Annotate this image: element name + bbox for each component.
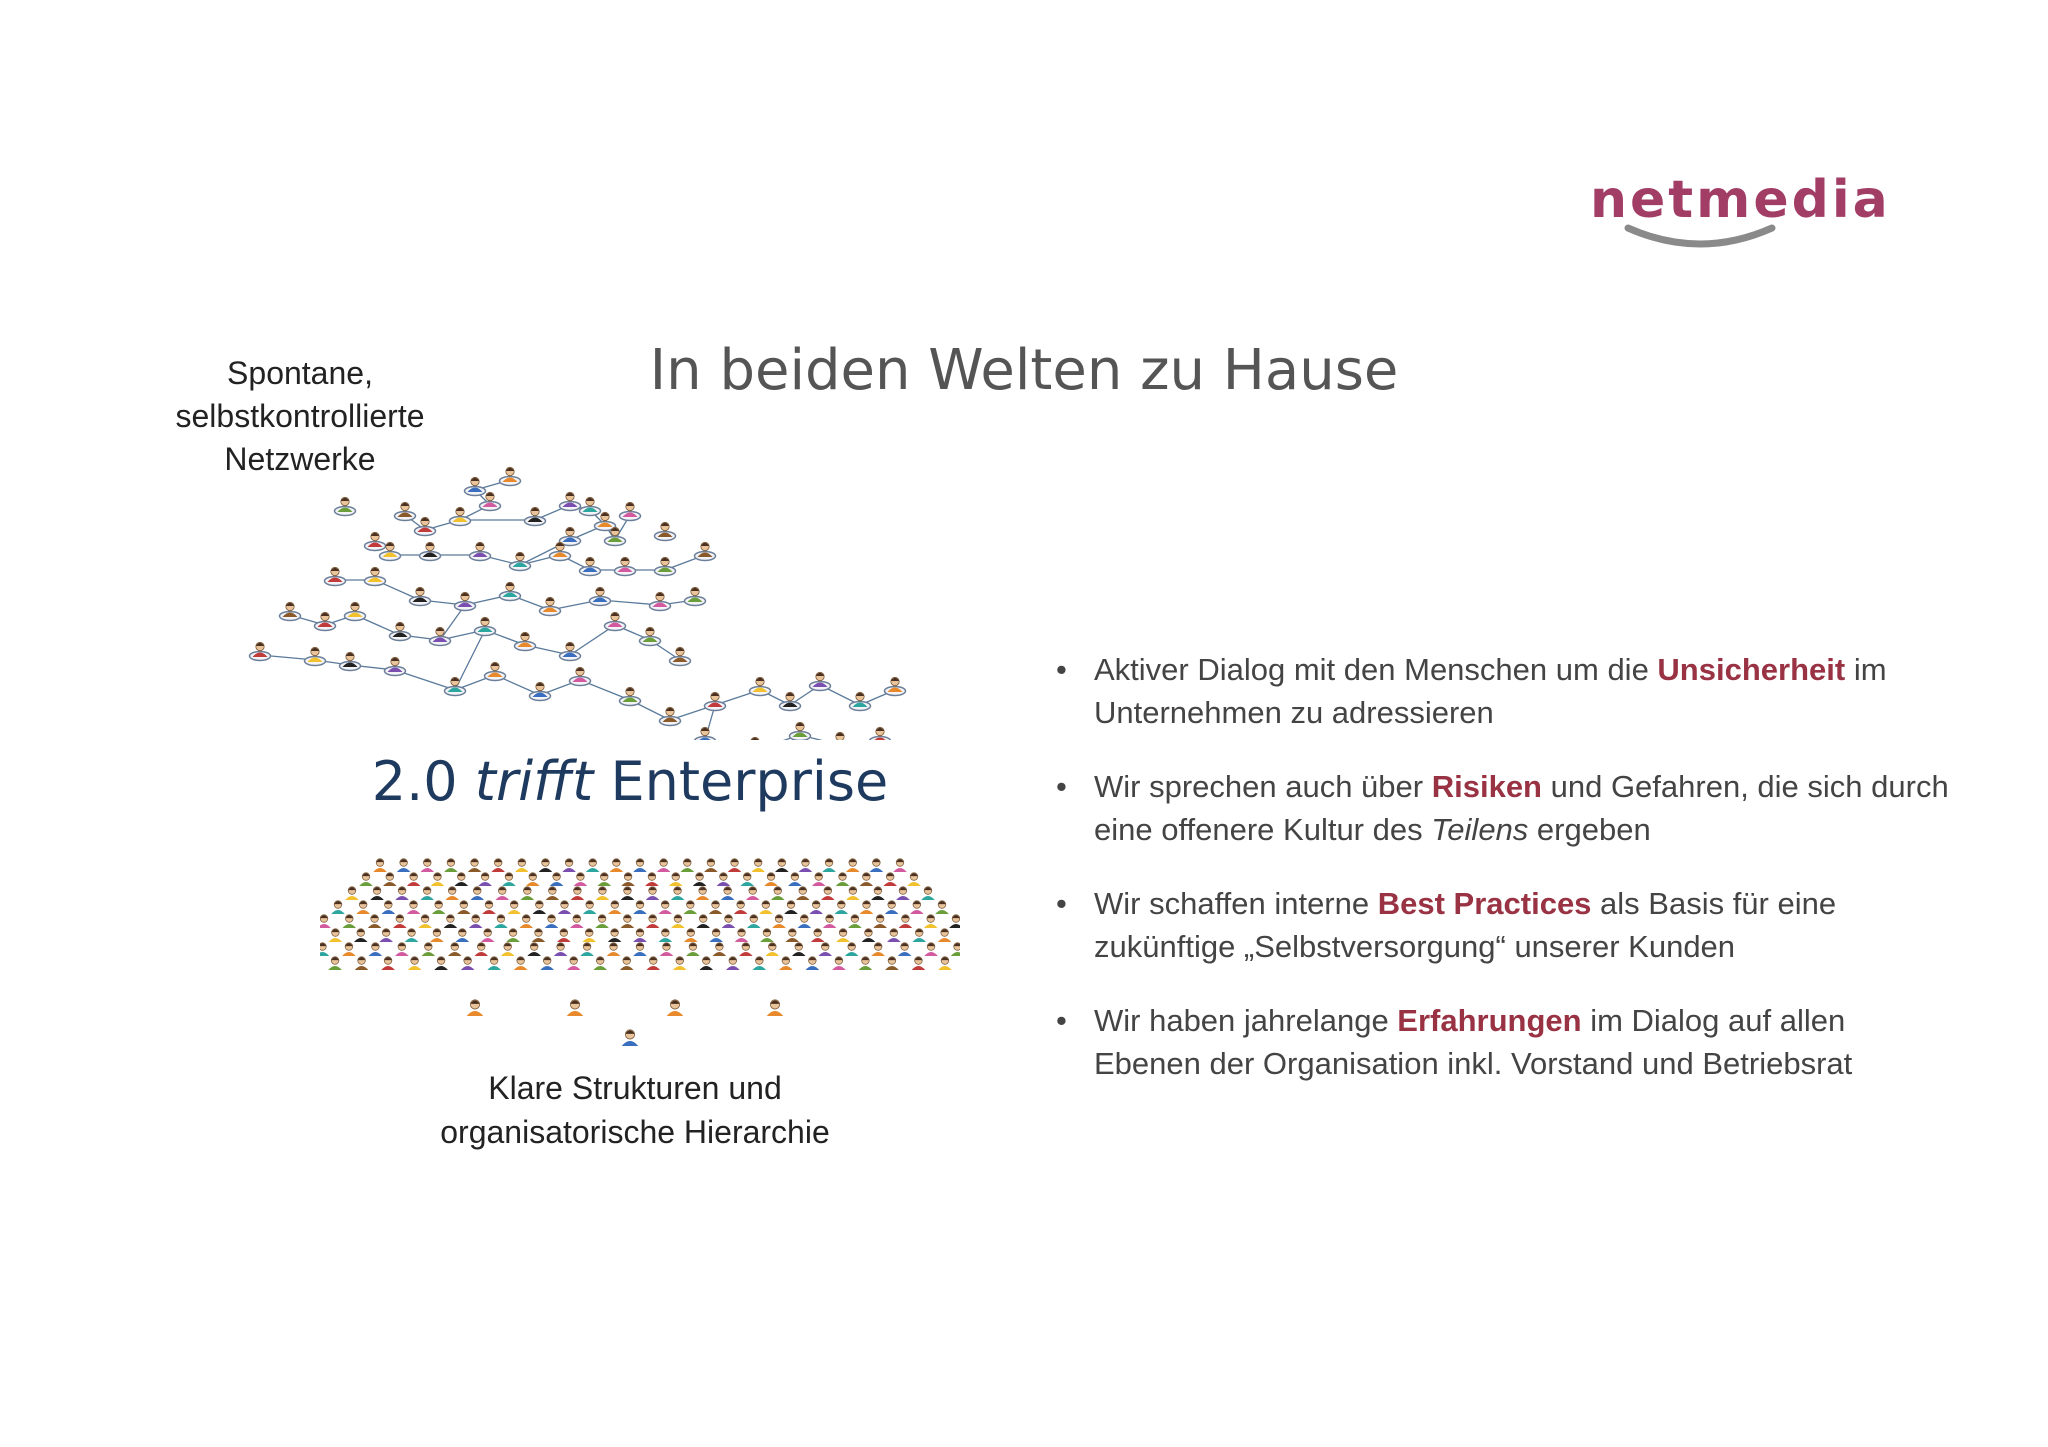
person-icon bbox=[812, 873, 826, 886]
person-icon bbox=[340, 652, 361, 670]
bullet-dot: • bbox=[1056, 1003, 1067, 1038]
heading-part: Enterprise bbox=[593, 750, 889, 813]
person-icon bbox=[421, 859, 435, 872]
person-icon bbox=[496, 887, 510, 900]
person-icon bbox=[835, 901, 849, 914]
person-icon bbox=[539, 859, 553, 872]
person-icon bbox=[655, 522, 676, 540]
person-icon bbox=[671, 887, 685, 900]
person-icon bbox=[806, 957, 820, 970]
person-icon bbox=[546, 887, 560, 900]
person-icon bbox=[646, 887, 660, 900]
person-icon bbox=[373, 859, 387, 872]
person-icon bbox=[560, 492, 581, 510]
person-icon bbox=[418, 915, 432, 928]
person-icon bbox=[798, 915, 812, 928]
person-icon bbox=[590, 587, 611, 605]
person-icon bbox=[470, 887, 484, 900]
person-icon bbox=[500, 582, 521, 600]
people-hierarchy-illustration bbox=[320, 845, 960, 1055]
person-icon bbox=[938, 929, 952, 942]
person-icon bbox=[620, 957, 634, 970]
person-icon bbox=[681, 859, 695, 872]
logo-swoosh-icon bbox=[1620, 222, 1780, 254]
person-icon bbox=[381, 957, 395, 970]
person-icon bbox=[767, 1000, 784, 1016]
people-network-illustration bbox=[240, 420, 1020, 740]
person-icon bbox=[796, 887, 810, 900]
person-icon bbox=[456, 929, 470, 942]
bullet-highlight: Risiken bbox=[1431, 769, 1542, 804]
person-icon bbox=[811, 929, 825, 942]
person-icon bbox=[896, 887, 910, 900]
person-icon bbox=[345, 602, 366, 620]
person-icon bbox=[887, 929, 901, 942]
person-icon bbox=[580, 497, 601, 515]
person-icon bbox=[846, 887, 860, 900]
person-icon bbox=[836, 873, 850, 886]
person-icon bbox=[721, 887, 735, 900]
bullet-text: im Unternehmen zu adressieren bbox=[1094, 652, 1887, 730]
person-icon bbox=[686, 943, 700, 956]
person-icon bbox=[342, 943, 356, 956]
person-icon bbox=[722, 915, 736, 928]
person-icon bbox=[709, 929, 723, 942]
person-icon bbox=[434, 957, 448, 970]
bullet-text: im Dialog auf allen Ebenen der Organisation inkl. Vorstand und Betriebsrat bbox=[1094, 1003, 1853, 1081]
person-icon bbox=[898, 943, 912, 956]
person-icon bbox=[250, 642, 271, 660]
person-icon bbox=[507, 901, 521, 914]
person-icon bbox=[570, 915, 584, 928]
person-icon bbox=[305, 647, 326, 665]
person-icon bbox=[696, 915, 710, 928]
person-icon bbox=[527, 943, 541, 956]
person-icon bbox=[550, 873, 564, 886]
person-icon bbox=[370, 887, 384, 900]
hierarchy-caption-line: organisatorische Hierarchie bbox=[440, 1114, 830, 1150]
person-icon bbox=[393, 915, 407, 928]
person-icon bbox=[832, 957, 846, 970]
person-icon bbox=[320, 915, 331, 928]
person-icon bbox=[951, 943, 960, 956]
person-icon bbox=[500, 467, 521, 485]
person-icon bbox=[615, 557, 636, 575]
person-icon bbox=[695, 542, 716, 560]
bullet-highlight: Best Practices bbox=[1377, 886, 1592, 921]
person-icon bbox=[432, 901, 446, 914]
person-icon bbox=[671, 915, 685, 928]
person-icon bbox=[491, 859, 505, 872]
person-icon bbox=[382, 901, 396, 914]
person-icon bbox=[655, 557, 676, 575]
person-icon bbox=[515, 632, 536, 650]
person-icon bbox=[739, 943, 753, 956]
person-icon bbox=[695, 727, 716, 740]
person-icon bbox=[759, 901, 773, 914]
person-icon bbox=[596, 887, 610, 900]
person-icon bbox=[397, 859, 411, 872]
center-heading bbox=[300, 750, 960, 813]
person-icon bbox=[745, 737, 766, 740]
person-icon bbox=[684, 929, 698, 942]
person-icon bbox=[771, 887, 785, 900]
bullet-item bbox=[1050, 999, 1950, 1085]
bullet-item bbox=[1050, 882, 1950, 968]
person-icon bbox=[607, 943, 621, 956]
person-icon bbox=[405, 929, 419, 942]
person-icon bbox=[448, 943, 462, 956]
person-icon bbox=[445, 887, 459, 900]
person-icon bbox=[329, 929, 343, 942]
bullet-item bbox=[1050, 765, 1950, 851]
person-icon bbox=[335, 497, 356, 515]
person-icon bbox=[444, 859, 458, 872]
person-icon bbox=[633, 859, 647, 872]
bullet-dot: • bbox=[1056, 652, 1067, 687]
person-icon bbox=[580, 943, 594, 956]
person-icon bbox=[383, 873, 397, 886]
person-icon bbox=[705, 692, 726, 710]
person-icon bbox=[809, 901, 823, 914]
person-icon bbox=[949, 915, 960, 928]
person-icon bbox=[422, 943, 436, 956]
person-icon bbox=[570, 667, 591, 685]
person-icon bbox=[693, 873, 707, 886]
person-icon bbox=[482, 901, 496, 914]
person-icon bbox=[331, 901, 345, 914]
person-icon bbox=[646, 915, 660, 928]
person-icon bbox=[621, 887, 635, 900]
person-icon bbox=[369, 943, 383, 956]
person-icon bbox=[860, 901, 874, 914]
person-icon bbox=[848, 915, 862, 928]
person-icon bbox=[645, 873, 659, 886]
bullet-highlight: Unsicherheit bbox=[1657, 652, 1846, 687]
person-icon bbox=[810, 672, 831, 690]
person-icon bbox=[871, 887, 885, 900]
person-icon bbox=[860, 873, 874, 886]
person-icon bbox=[657, 859, 671, 872]
person-icon bbox=[620, 502, 641, 520]
person-icon bbox=[821, 887, 835, 900]
person-icon bbox=[328, 957, 342, 970]
person-icon bbox=[938, 957, 952, 970]
person-icon bbox=[924, 943, 938, 956]
heading-italic: trifft bbox=[474, 750, 594, 813]
person-icon bbox=[790, 722, 811, 740]
bullet-text: ergeben bbox=[1528, 812, 1651, 847]
bullet-text: Wir schaffen interne bbox=[1094, 886, 1378, 921]
person-icon bbox=[608, 929, 622, 942]
person-icon bbox=[540, 957, 554, 970]
person-icon bbox=[836, 929, 850, 942]
person-icon bbox=[924, 915, 938, 928]
person-icon bbox=[562, 859, 576, 872]
person-icon bbox=[822, 859, 835, 872]
person-icon bbox=[365, 567, 386, 585]
person-icon bbox=[647, 957, 661, 970]
person-icon bbox=[788, 873, 802, 886]
person-icon bbox=[717, 873, 731, 886]
person-icon bbox=[586, 859, 600, 872]
person-icon bbox=[345, 887, 359, 900]
person-icon bbox=[526, 873, 540, 886]
bullet-text: Aktiver Dialog mit den Menschen um die bbox=[1094, 652, 1658, 687]
person-icon bbox=[704, 859, 718, 872]
person-icon bbox=[713, 943, 727, 956]
bullet-text: Wir haben jahrelange bbox=[1094, 1003, 1398, 1038]
person-icon bbox=[354, 929, 368, 942]
person-icon bbox=[567, 957, 581, 970]
person-icon bbox=[445, 677, 466, 695]
person-icon bbox=[519, 915, 533, 928]
person-icon bbox=[685, 587, 706, 605]
person-icon bbox=[799, 859, 813, 872]
person-icon bbox=[593, 957, 607, 970]
person-icon bbox=[870, 727, 891, 740]
person-icon bbox=[595, 915, 609, 928]
person-icon bbox=[899, 915, 913, 928]
bullet-list bbox=[1050, 648, 1950, 1116]
bullet-highlight: Erfahrungen bbox=[1397, 1003, 1582, 1038]
person-icon bbox=[420, 542, 441, 560]
person-icon bbox=[315, 612, 336, 630]
person-icon bbox=[532, 929, 546, 942]
person-icon bbox=[474, 943, 488, 956]
person-icon bbox=[468, 859, 482, 872]
person-icon bbox=[883, 873, 897, 886]
bullet-text: als Basis für eine zukünftige „Selbstversorgung“ unserer Kunden bbox=[1094, 886, 1837, 964]
person-icon bbox=[735, 929, 749, 942]
person-icon bbox=[845, 943, 859, 956]
person-icon bbox=[478, 873, 492, 886]
person-icon bbox=[709, 901, 723, 914]
person-icon bbox=[481, 929, 495, 942]
person-icon bbox=[633, 901, 647, 914]
person-icon bbox=[846, 859, 860, 872]
bullet-item bbox=[1050, 648, 1950, 734]
bullet-dot: • bbox=[1056, 769, 1067, 804]
person-icon bbox=[514, 957, 528, 970]
person-icon bbox=[485, 662, 506, 680]
person-icon bbox=[870, 859, 884, 872]
logo-wordmark: netmedia bbox=[1590, 170, 1891, 230]
person-icon bbox=[502, 873, 516, 886]
person-icon bbox=[325, 567, 346, 585]
person-icon bbox=[407, 901, 421, 914]
person-icon bbox=[750, 677, 771, 695]
person-icon bbox=[343, 915, 357, 928]
person-icon bbox=[772, 915, 786, 928]
person-icon bbox=[455, 592, 476, 610]
person-icon bbox=[885, 901, 899, 914]
person-icon bbox=[475, 617, 496, 635]
person-icon bbox=[621, 915, 635, 928]
person-icon bbox=[444, 915, 458, 928]
bullet-italic: Teilens bbox=[1431, 812, 1529, 847]
person-icon bbox=[469, 915, 483, 928]
person-icon bbox=[650, 592, 671, 610]
person-icon bbox=[784, 901, 798, 914]
person-icon bbox=[670, 647, 691, 665]
person-icon bbox=[408, 957, 422, 970]
person-icon bbox=[726, 957, 740, 970]
hierarchy-caption-line: Klare Strukturen und bbox=[488, 1070, 782, 1106]
person-icon bbox=[431, 873, 445, 886]
bullet-text: Wir sprechen auch über bbox=[1094, 769, 1432, 804]
person-icon bbox=[747, 915, 761, 928]
person-icon bbox=[571, 887, 585, 900]
person-icon bbox=[658, 901, 672, 914]
person-icon bbox=[501, 943, 515, 956]
person-icon bbox=[633, 943, 647, 956]
person-icon bbox=[792, 943, 806, 956]
person-icon bbox=[574, 873, 588, 886]
person-icon bbox=[560, 642, 581, 660]
person-icon bbox=[766, 943, 780, 956]
person-icon bbox=[355, 957, 369, 970]
heading-part: 2.0 bbox=[371, 750, 475, 813]
person-icon bbox=[407, 873, 421, 886]
person-icon bbox=[862, 929, 876, 942]
person-icon bbox=[467, 1000, 484, 1016]
person-icon bbox=[368, 915, 382, 928]
person-icon bbox=[385, 657, 406, 675]
person-icon bbox=[395, 943, 409, 956]
person-icon bbox=[753, 957, 767, 970]
network-caption-line: selbstkontrollierte bbox=[175, 398, 425, 434]
person-icon bbox=[521, 887, 535, 900]
person-icon bbox=[480, 492, 501, 510]
person-icon bbox=[395, 502, 416, 520]
person-icon bbox=[830, 732, 851, 740]
person-icon bbox=[728, 859, 742, 872]
slide-title: In beiden Welten zu Hause bbox=[649, 338, 1399, 403]
person-icon bbox=[494, 915, 508, 928]
person-icon bbox=[430, 929, 444, 942]
person-icon bbox=[935, 901, 949, 914]
person-icon bbox=[506, 929, 520, 942]
person-icon bbox=[659, 929, 673, 942]
person-icon bbox=[379, 929, 393, 942]
person-icon bbox=[365, 532, 386, 550]
person-icon bbox=[921, 887, 935, 900]
person-icon bbox=[734, 901, 748, 914]
person-icon bbox=[457, 901, 471, 914]
person-icon bbox=[359, 873, 373, 886]
person-icon bbox=[912, 929, 926, 942]
person-icon bbox=[610, 859, 624, 872]
person-icon bbox=[567, 1000, 584, 1016]
person-icon bbox=[540, 597, 561, 615]
hierarchy-caption bbox=[400, 1066, 870, 1154]
person-icon bbox=[622, 1030, 639, 1046]
person-icon bbox=[859, 957, 873, 970]
person-icon bbox=[558, 901, 572, 914]
person-icon bbox=[605, 612, 626, 630]
person-icon bbox=[893, 859, 907, 872]
person-icon bbox=[696, 887, 710, 900]
person-icon bbox=[885, 677, 906, 695]
person-icon bbox=[885, 957, 899, 970]
person-icon bbox=[470, 542, 491, 560]
person-icon bbox=[533, 901, 547, 914]
person-icon bbox=[818, 943, 832, 956]
person-icon bbox=[907, 873, 921, 886]
person-icon bbox=[545, 915, 559, 928]
person-icon bbox=[669, 873, 683, 886]
bullet-text: und Gefahren, die sich durch eine offenere Kultur des bbox=[1094, 769, 1949, 847]
person-icon bbox=[684, 901, 698, 914]
person-icon bbox=[415, 517, 436, 535]
network-caption-line: Spontane, bbox=[227, 355, 373, 391]
bullet-dot: • bbox=[1056, 886, 1067, 921]
person-icon bbox=[557, 929, 571, 942]
person-icon bbox=[667, 1000, 684, 1016]
person-icon bbox=[740, 873, 754, 886]
person-icon bbox=[582, 929, 596, 942]
person-icon bbox=[764, 873, 778, 886]
person-icon bbox=[700, 957, 714, 970]
person-icon bbox=[912, 957, 926, 970]
network-caption-line: Netzwerke bbox=[224, 441, 376, 477]
person-icon bbox=[515, 859, 529, 872]
person-icon bbox=[554, 943, 568, 956]
person-icon bbox=[598, 873, 612, 886]
person-icon bbox=[779, 957, 793, 970]
person-icon bbox=[673, 957, 687, 970]
person-icon bbox=[823, 915, 837, 928]
person-icon bbox=[455, 873, 469, 886]
person-icon bbox=[751, 859, 765, 872]
person-icon bbox=[395, 887, 409, 900]
person-icon bbox=[871, 943, 885, 956]
person-icon bbox=[786, 929, 800, 942]
person-icon bbox=[621, 873, 635, 886]
person-icon bbox=[746, 887, 760, 900]
person-icon bbox=[487, 957, 501, 970]
person-icon bbox=[873, 915, 887, 928]
person-icon bbox=[320, 943, 329, 956]
person-icon bbox=[910, 901, 924, 914]
person-icon bbox=[583, 901, 597, 914]
person-icon bbox=[465, 477, 486, 495]
person-icon bbox=[420, 887, 434, 900]
person-icon bbox=[280, 602, 301, 620]
person-icon bbox=[633, 929, 647, 942]
person-icon bbox=[461, 957, 475, 970]
person-icon bbox=[760, 929, 774, 942]
person-icon bbox=[356, 901, 370, 914]
person-icon bbox=[608, 901, 622, 914]
person-icon bbox=[660, 943, 674, 956]
person-icon bbox=[775, 859, 789, 872]
